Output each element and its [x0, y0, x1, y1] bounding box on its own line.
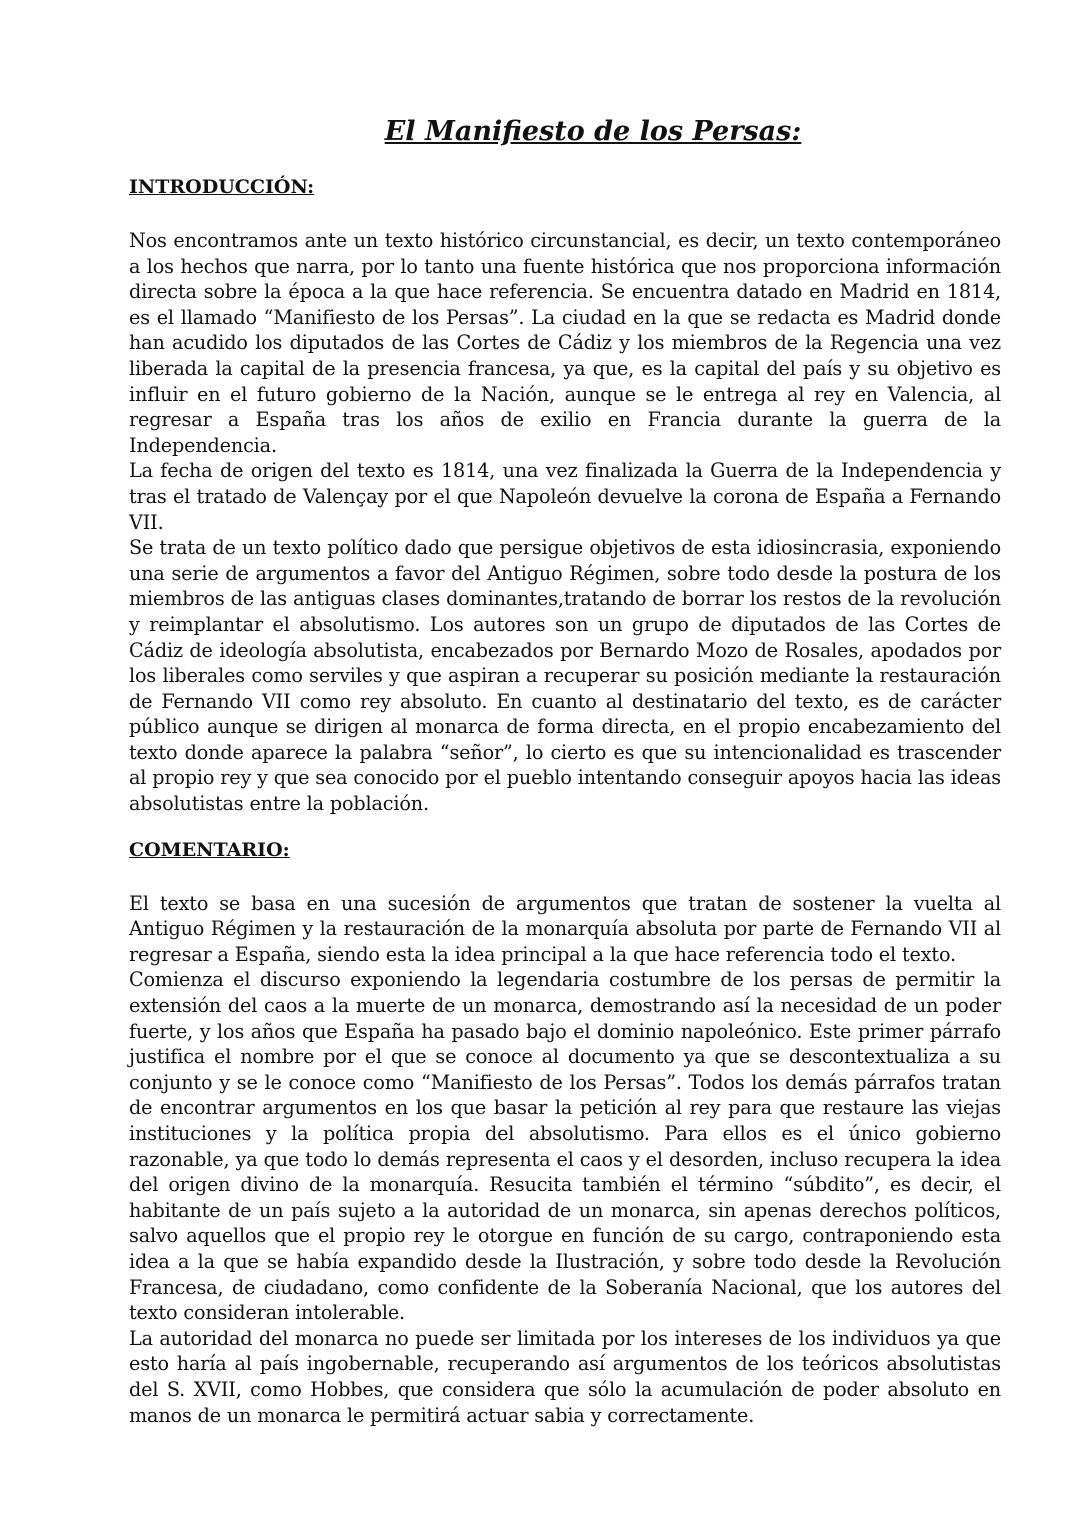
- comentario-body: [129, 891, 1001, 1428]
- paragraph: La fecha de origen del texto es 1814, una vez finalizada la Guerra de la Independencia y tras el tratado de Valençay por el que Napoleón devuelve la corona de España a Fernando VII.: [129, 459, 1001, 534]
- section-heading-comentario: COMENTARIO:: [129, 838, 290, 861]
- document-page: [129, 112, 1001, 1428]
- paragraph: El texto se basa en una sucesión de argumentos que tratan de sostener la vuelta al Antiguo Régimen y la restauración de la monarquía absoluta por parte de Fernando VII al regresar a España, siendo esta la idea principal a la que hace referencia todo el texto.: [129, 891, 1001, 966]
- paragraph: Comienza el discurso exponiendo la legendaria costumbre de los persas de permitir la extensión del caos a la muerte de un monarca, demostrando así la necesidad de un poder fuerte, y los años que España ha pasado bajo el dominio napoleónico. Este primer párrafo justifica el nombre por el que se conoce al documento ya que se descontextualiza a su conjunto y se le conoce como “Manifiesto de los Persas”. Todos los demás párrafos tratan de encontrar argumentos en los que basar la petición al rey para que restaure las viejas instituciones y la política propia del absolutismo. Para ellos es el único gobierno razonable, ya que todo lo demás representa el caos y el desorden, incluso recupera la idea del origen divino de la monarquía. Resucita también el término “súbdito”, es decir, el habitante de un país sujeto a la autoridad de un monarca, sin apenas derechos políticos, salvo aquellos que el propio rey le otorgue en función de su cargo, contraponiendo esta idea a la que se había expandido desde la Ilustración, y sobre todo desde la Revolución Francesa, de ciudadano, como confidente de la Soberanía Nacional, que los autores del texto consideran intolerable.: [129, 968, 1001, 1325]
- paragraph: Se trata de un texto político dado que persigue objetivos de esta idiosincrasia, exponiendo una serie de argumentos a favor del Antiguo Régimen, sobre todo desde la postura de los miembros de las antiguas clases dominantes,tratando de borrar los restos de la revolución y reimplantar el absolutismo. Los autores son un grupo de diputados de las Cortes de Cádiz de ideología absolutista, encabezados por Bernardo Mozo de Rosales, apodados por los liberales como serviles y que aspiran a recuperar su posición mediante la restauración de Fernando VII como rey absoluto. En cuanto al destinatario del texto, es de carácter público aunque se dirigen al monarca de forma directa, en el propio encabezamiento del texto donde aparece la palabra “señor”, lo cierto es que su intencionalidad es trascender al propio rey y que sea conocido por el pueblo intentando conseguir apoyos hacia las ideas absolutistas entre la población.: [129, 536, 1001, 816]
- paragraph: La autoridad del monarca no puede ser limitada por los intereses de los individuos ya que esto haría al país ingobernable, recuperando así argumentos de los teóricos absolutistas del S. XVII, como Hobbes, que considera que sólo la acumulación de poder absoluto en manos de un monarca le permitirá actuar sabia y correctamente.: [129, 1326, 1001, 1427]
- introduccion-body: [129, 228, 1001, 817]
- section-heading-introduccion: INTRODUCCIÓN:: [129, 176, 315, 198]
- paragraph: Nos encontramos ante un texto histórico circunstancial, es decir, un texto contemporáneo a los hechos que narra, por lo tanto una fuente histórica que nos proporciona información directa sobre la época a la que hace referencia. Se encuentra datado en Madrid en 1814, es el llamado “Manifiesto de los Persas”. La ciudad en la que se redacta es Madrid donde han acudido los diputados de las Cortes de Cádiz y los miembros de la Regencia una vez liberada la capital de la presencia francesa, ya que, es la capital del país y su objetivo es influir en el futuro gobierno de la Nación, aunque se le entrega al rey en Valencia, al regresar a España tras los años de exilio en Francia durante la guerra de la Independencia.: [129, 229, 1001, 457]
- document-title: El Manifiesto de los Persas:: [384, 116, 802, 147]
